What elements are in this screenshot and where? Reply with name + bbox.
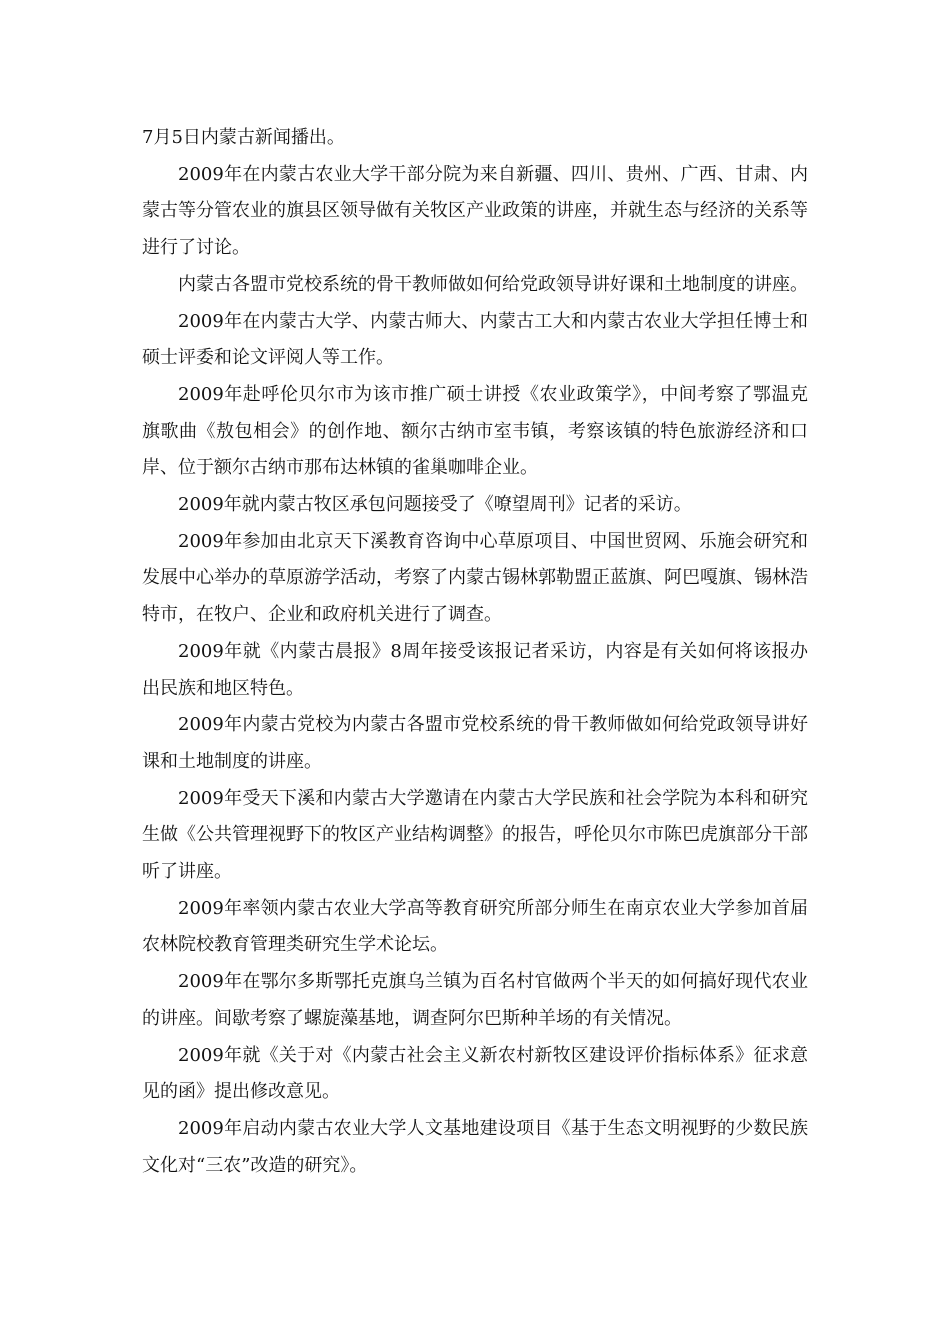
paragraph-3: 内蒙古各盟市党校系统的骨干教师做如何给党政领导讲好课和土地制度的讲座。 — [178, 273, 808, 295]
paragraph-10: 2009年受天下溪和内蒙古大学邀请在内蒙古大学民族和社会学院为本科和研究生做《公共管理视野下的牧区产业结构调整》的报告，呼伦贝尔市陈巴虎旗部分干部听了讲座。 — [142, 787, 808, 883]
paragraph-13: 2009年就《关于对《内蒙古社会主义新农村新牧区建设评价指标体系》征求意见的函》提出修改意见。 — [142, 1044, 808, 1103]
paragraph-6: 2009年就内蒙古牧区承包问题接受了《嘹望周刊》记者的采访。 — [178, 494, 692, 516]
paragraph-12: 2009年在鄂尔多斯鄂托克旗乌兰镇为百名村官做两个半天的如何搞好现代农业的讲座。间歇考察了螺旋藻基地，调查阿尔巴斯种羊场的有关情况。 — [142, 971, 808, 1029]
paragraph-9: 2009年内蒙古党校为内蒙古各盟市党校系统的骨干教师做如何给党政领导讲好课和土地制度的讲座。 — [142, 714, 808, 772]
document-body — [142, 120, 808, 1184]
paragraph-11: 2009年率领内蒙古农业大学高等教育研究所部分师生在南京农业大学参加首届农林院校教育管理类研究生学术论坛。 — [142, 897, 808, 956]
paragraph-14: 2009年启动内蒙古农业大学人文基地建设项目《基于生态文明视野的少数民族文化对“三农”改造的研究》。 — [142, 1117, 808, 1176]
paragraph-5: 2009年赴呼伦贝尔市为该市推广硕士讲授《农业政策学》，中间考察了鄂温克旗歌曲《敖包相会》的创作地、额尔古纳市室韦镇，考察该镇的特色旅游经济和口岸、位于额尔古纳市那布达林镇的雀巢咖啡企业。 — [142, 383, 808, 479]
paragraph-8: 2009年就《内蒙古晨报》8周年接受该报记者采访，内容是有关如何将该报办出民族和地区特色。 — [142, 640, 808, 699]
paragraph-7: 2009年参加由北京天下溪教育咨询中心草原项目、中国世贸网、乐施会研究和发展中心举办的草原游学活动，考察了内蒙古锡林郭勒盟正蓝旗、阿巴嘎旗、锡林浩特市，在牧户、企业和政府机关进行了调查。 — [142, 530, 808, 626]
paragraph-4: 2009年在内蒙古大学、内蒙古师大、内蒙古工大和内蒙古农业大学担任博士和硕士评委和论文评阅人等工作。 — [142, 310, 808, 369]
paragraph-1: 7月5日内蒙古新闻播出。 — [142, 127, 345, 148]
paragraph-2: 2009年在内蒙古农业大学干部分院为来自新疆、四川、贵州、广西、甘肃、内蒙古等分管农业的旗县区领导做有关牧区产业政策的讲座，并就生态与经济的关系等进行了讨论。 — [142, 163, 808, 259]
